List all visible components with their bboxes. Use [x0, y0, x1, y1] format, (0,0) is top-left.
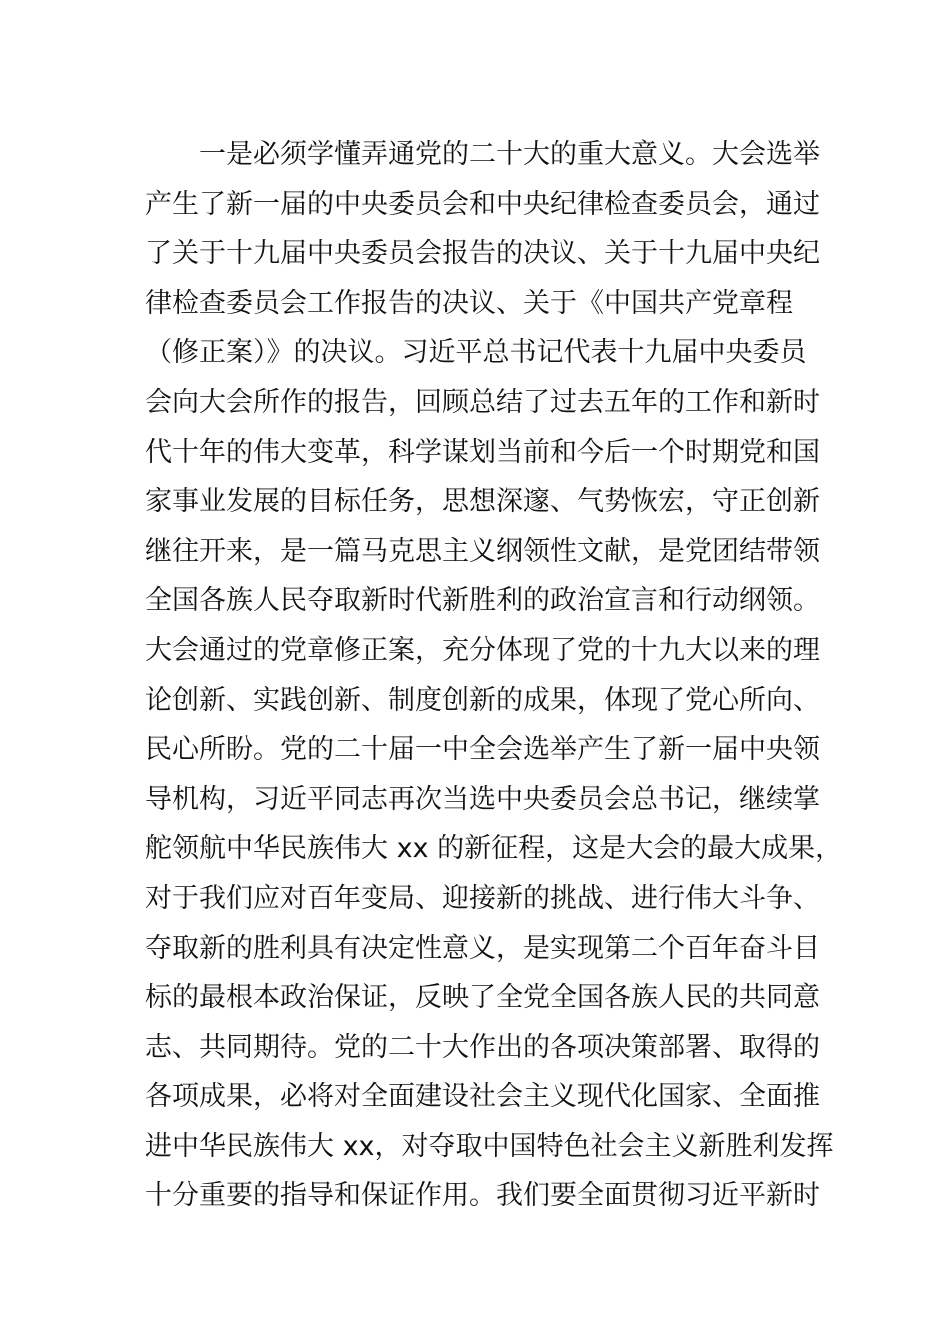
text-line-8: 家事业发展的目标任务，思想深邃、气势恢宏，守正创新: [145, 486, 820, 518]
text-line-21: 进中华民族伟大 xx，对夺取中国特色社会主义新胜利发挥: [145, 1130, 834, 1162]
text-line-2: 产生了新一届的中央委员会和中央纪律检查委员会，通过: [145, 188, 820, 220]
text-line-22: 十分重要的指导和保证作用。我们要全面贯彻习近平新时: [145, 1180, 820, 1212]
text-line-13: 民心所盼。党的二十届一中全会选举产生了新一届中央领: [145, 734, 820, 766]
text-line-18: 标的最根本政治保证，反映了全党全国各族人民的共同意: [145, 982, 820, 1014]
text-line-15: 舵领航中华民族伟大 xx 的新征程，这是大会的最大成果，: [145, 833, 843, 865]
text-line-9: 继往开来，是一篇马克思主义纲领性文献，是党团结带领: [145, 535, 820, 567]
text-line-19: 志、共同期待。党的二十大作出的各项决策部署、取得的: [145, 1031, 820, 1063]
text-line-7: 代十年的伟大变革，科学谋划当前和今后一个时期党和国: [145, 436, 820, 468]
text-line-11: 大会通过的党章修正案，充分体现了党的十九大以来的理: [145, 634, 820, 666]
text-line-4: 律检查委员会工作报告的决议、关于《中国共产党章程: [145, 287, 793, 319]
body-paragraph: [145, 130, 843, 1221]
text-line-14: 导机构，习近平同志再次当选中央委员会总书记，继续掌: [145, 783, 820, 815]
text-line-3: 了关于十九届中央委员会报告的决议、关于十九届中央纪: [145, 238, 820, 270]
text-line-20: 各项成果，必将对全面建设社会主义现代化国家、全面推: [145, 1081, 820, 1113]
text-line-12: 论创新、实践创新、制度创新的成果，体现了党心所向、: [145, 684, 820, 716]
text-line-6: 会向大会所作的报告，回顾总结了过去五年的工作和新时: [145, 386, 820, 418]
text-line-16: 对于我们应对百年变局、迎接新的挑战、进行伟大斗争、: [145, 882, 820, 914]
text-line-5: （修正案）》的决议。习近平总书记代表十九届中央委员: [145, 337, 807, 369]
text-line-1: 一是必须学懂弄通党的二十大的重大意义。大会选举: [199, 139, 820, 170]
text-line-17: 夺取新的胜利具有决定性意义，是实现第二个百年奋斗目: [145, 932, 820, 964]
text-line-10: 全国各族人民夺取新时代新胜利的政治宣言和行动纲领。: [145, 585, 820, 617]
